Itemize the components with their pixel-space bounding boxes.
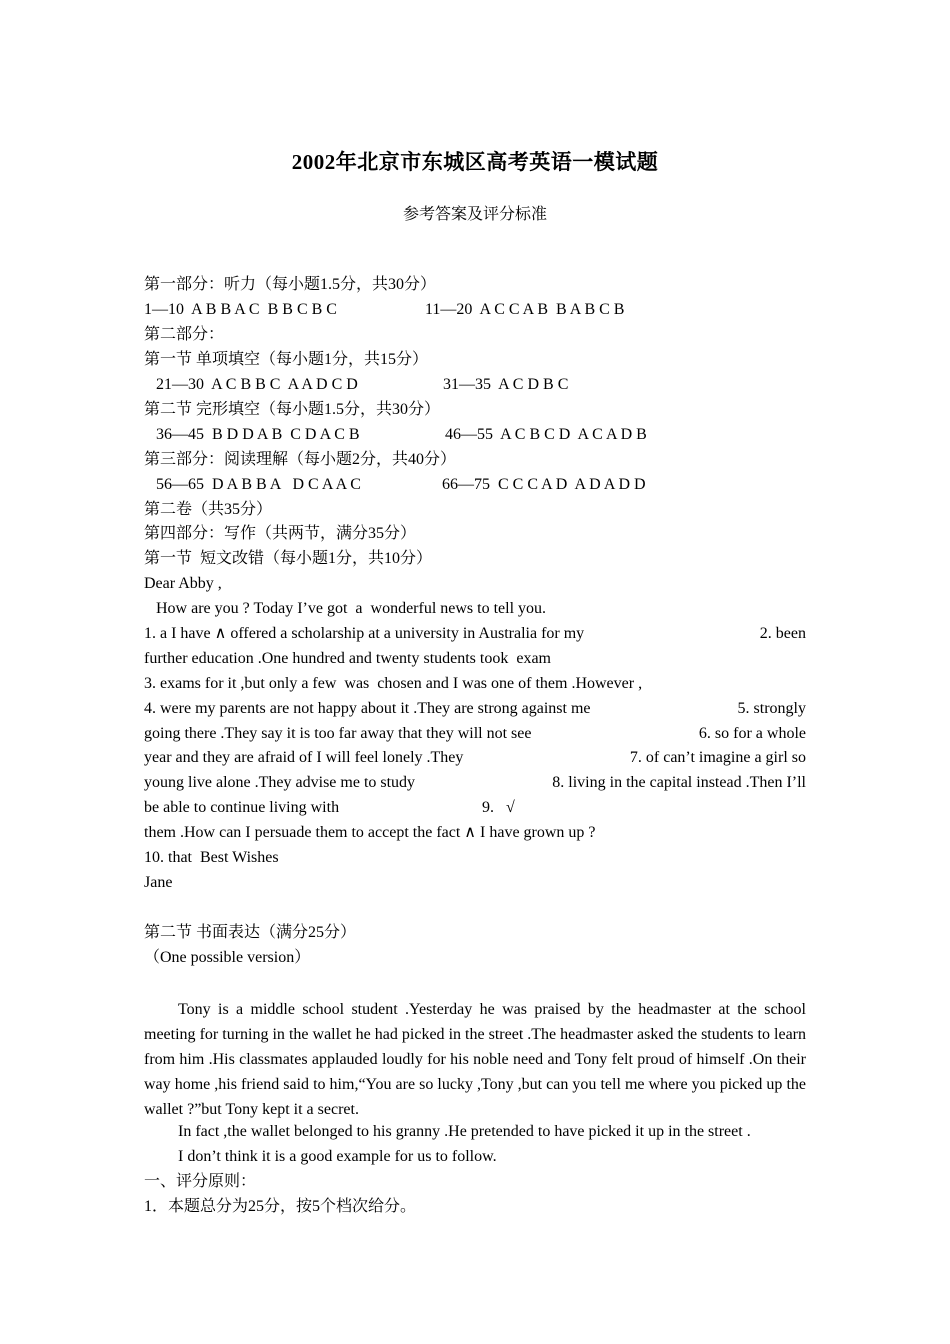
letter-line: them .How can I persuade them to accept the fact ∧ I have grown up ?: [144, 824, 596, 841]
letter-text: going there .They say it is too far away that they will not see: [144, 725, 532, 742]
part4-sec1-heading: 第一节 短文改错（每小题1分，共10分）: [144, 550, 433, 567]
letter-line: [144, 748, 806, 768]
page-title: 2002年北京市东城区高考英语一模试题: [291, 150, 659, 174]
essay-paragraph-2: In fact ,the wallet belonged to his granny .He pretended to have picked it up in the street .: [178, 1123, 751, 1140]
letter-line: [144, 773, 806, 793]
letter-line: be able to continue living with: [144, 799, 340, 816]
letter-text: year and they are afraid of I will feel lonely .They: [144, 749, 464, 766]
part2-sec2-answers-a: 36—45 B D D A B C D A C B: [156, 426, 360, 443]
letter-line: 10. that Best Wishes: [144, 849, 279, 866]
letter-line: [144, 624, 806, 644]
part1-heading: 第一部分：听力（每小题1.5分，共30分）: [144, 276, 437, 293]
letter-text: young live alone .They advise me to study: [144, 774, 416, 791]
volume2-heading: 第二卷（共35分）: [144, 501, 273, 518]
letter-line: [144, 699, 806, 719]
version-note: （One possible version）: [144, 949, 311, 966]
letter-greeting: Dear Abby ,: [144, 575, 222, 592]
letter-line: further education .One hundred and twenty students took exam: [144, 650, 551, 667]
correction-mark: 2. been: [759, 625, 806, 642]
correction-mark: 6. so for a whole: [698, 725, 806, 742]
letter-signature: Jane: [144, 874, 173, 891]
sec2-heading: 第二节 书面表达（满分25分）: [144, 924, 357, 941]
part2-sec1-answers-b: 31—35 A C D B C: [443, 376, 569, 393]
letter-text: 4. were my parents are not happy about it .They are strong against me: [144, 700, 591, 717]
part2-heading: 第二部分：: [144, 326, 225, 343]
letter-line: 3. exams for it ,but only a few was chosen and I was one of them .However ,: [144, 675, 643, 692]
part2-sec1-heading: 第一节 单项填空（每小题1分，共15分）: [144, 351, 429, 368]
correction-mark: 7. of can’t imagine a girl so: [629, 749, 806, 766]
letter-line: How are you ? Today I’ve got a wonderful news to tell you.: [156, 600, 547, 617]
essay-paragraph-3: I don’t think it is a good example for us to follow.: [178, 1148, 497, 1165]
correction-mark: 8. living in the capital instead .Then I’ll: [552, 774, 806, 791]
letter-text: 1. a I have ∧ offered a scholarship at a university in Australia for my: [144, 625, 585, 642]
correction-mark: 5. strongly: [737, 700, 806, 717]
scoring-principle-1: 1．本题总分为25分，按5个档次给分。: [144, 1198, 417, 1215]
part1-answers-b: 11—20 A C C A B B A B C B: [425, 301, 625, 318]
part3-answers-a: 56—65 D A B B A D C A A C: [156, 476, 361, 493]
part3-answers-b: 66—75 C C C A D A D A D D: [442, 476, 646, 493]
letter-line: [144, 724, 806, 744]
part2-sec2-answers-b: 46—55 A C B C D A C A D B: [445, 426, 647, 443]
part2-sec1-answers-a: 21—30 A C B B C A A D C D: [156, 376, 358, 393]
essay-paragraph-1: Tony is a middle school student .Yesterday he was praised by the headmaster at the school meeting for turning in the wallet he had picked in the street .The headmaster asked the students to learn from him .His classmates applauded loudly for his noble need and Tony felt proud of himself .On their way home ,his friend said to him,“You are so lucky ,Tony ,but can you tell me where you picked up the wallet ?”but Tony kept it a secret.: [144, 1001, 806, 1118]
scoring-principles-heading: 一、评分原则：: [144, 1173, 257, 1190]
page-subtitle: 参考答案及评分标准: [402, 206, 547, 223]
correction-mark: 9. √: [482, 799, 515, 816]
part1-answers-a: 1—10 A B B A C B B C B C: [144, 301, 337, 318]
part2-sec2-heading: 第二节 完形填空（每小题1.5分，共30分）: [144, 401, 441, 418]
part3-heading: 第三部分：阅读理解（每小题2分，共40分）: [144, 451, 457, 468]
part4-heading: 第四部分：写作（共两节，满分35分）: [144, 525, 417, 542]
